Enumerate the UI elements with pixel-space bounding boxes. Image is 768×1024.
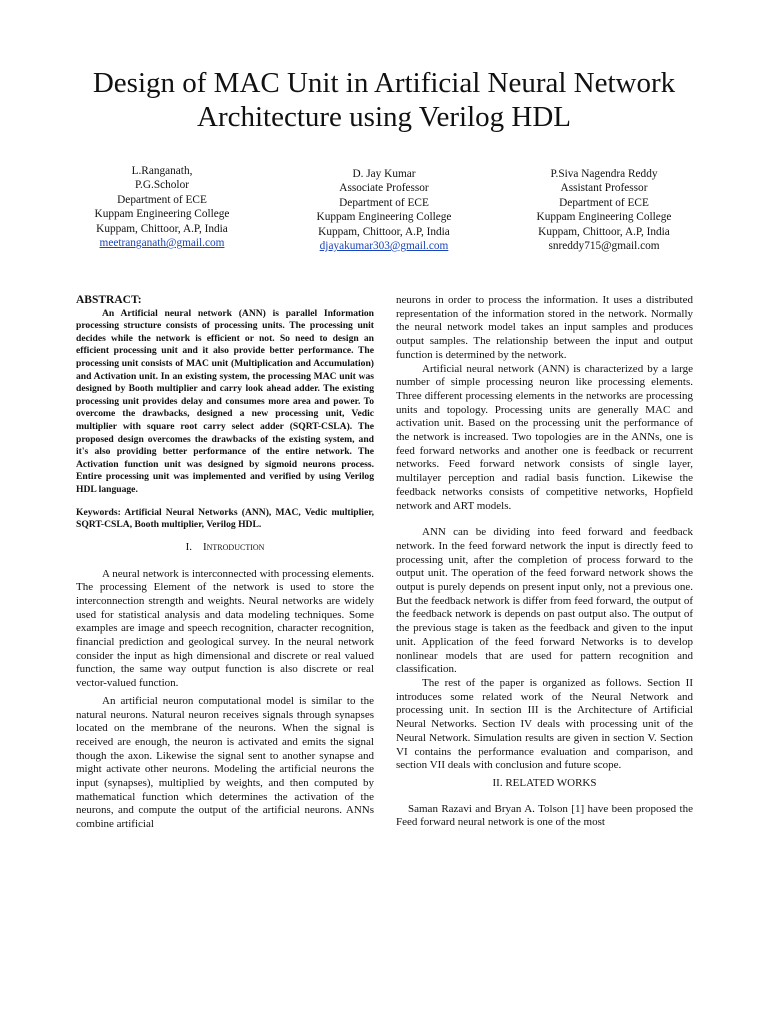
author-1-position: P.G.Scholor (135, 179, 189, 192)
author-1-name: L.Ranganath, (131, 165, 193, 177)
section-number: I. (185, 540, 192, 553)
intro-paragraph-2: An artificial neuron computational model is similar to the natural neurons. Natural neuron receives signals through synapses located on the membrane of the neurons. When the signal is received are enough, the neuron is activated and emits the signal though the axon. Likewise the signal sent to another synapse and might activate other neurons. Modeling the artificial neurons the input (synapses), multiplied by weights, and then computed by mathematical function which determines the activation of the neurons, and compute the output of the artificial neurons. ANNs combine artificial (76, 694, 374, 831)
right-paragraph-4: The rest of the paper is organized as follows. Section II introduces some related work of the Neural Network and processing unit. In section III is the Architecture of Artificial Neural Networks. Section IV deals with processing unit of the Neural Network. Simulation results are given in section V. Section VI contains the performance evaluation and comparison, and section VII deals with conclusion and future scope. (396, 676, 693, 772)
author-3-department: Department of ECE (559, 196, 649, 209)
author-2-department: Department of ECE (339, 196, 429, 209)
right-column (396, 294, 693, 830)
related-works-paragraph: Saman Razavi and Bryan A. Tolson [1] have been proposed the Feed forward neural network is one of the most (396, 802, 693, 829)
intro-paragraph-1: A neural network is interconnected with processing elements. The processing Element of the network is used to store the interconnection strength and weights. Neural networks are widely used for statistical analysis and data modeling techniques. Some examples are image and speech recognition, character recognition, financial prediction and geological survey. In the neural network consider the input as high dimensional and discrete or real valued function, the same way output function is also discrete or real vector-valued function. (76, 567, 374, 690)
author-block-3 (504, 167, 704, 253)
author-3-location: Kuppam, Chittoor, A.P, India (538, 225, 670, 238)
left-column (76, 294, 374, 832)
section-heading-related-works: II. RELATED WORKS (492, 776, 597, 789)
author-2-name: D. Jay Kumar (352, 168, 416, 180)
author-2-location: Kuppam, Chittoor, A.P, India (318, 225, 450, 238)
author-1-department: Department of ECE (117, 193, 207, 206)
abstract-heading: ABSTRACT: (76, 294, 142, 306)
keywords: Keywords: Artificial Neural Networks (ANN), MAC, Vedic multiplier, SQRT-CSLA, Booth multiplier, Verilog HDL. (76, 506, 374, 531)
author-3-name: P.Siva Nagendra Reddy (550, 168, 658, 180)
paper-title (20, 66, 748, 134)
author-2-position: Associate Professor (339, 182, 429, 195)
right-paragraph-3: ANN can be dividing into feed forward and feedback network. In the feed forward network the input is directly feed to processing unit, after the completion of process forward to the output unit. The operation of the feed forward network shows the output is purely depends on present input only, not a previous one. But the feedback network is differ from feed forward, the output of the feedback network is depends on past output also. The output of the previous stage is taken as the feedback and given to the input unit. Application of the feed forward Networks is to develop nonlinear models that are used for pattern recognition and classification. (396, 526, 693, 676)
author-2-college: Kuppam Engineering College (316, 211, 452, 224)
author-3-position: Assistant Professor (560, 182, 648, 195)
right-paragraph-2: Artificial neural network (ANN) is characterized by a large number of simple processing neuron like processing elements. Three different processing elements in the networks are processing units and topology. Processing units are generally MAC and activation unit. Based on the processing unit the performance of the network is increased. Two topologies are in the ANNs, one is feed forward networks and another one is feedback or recurrent networks. Feed forward network consists of single layer, multilayer perception and radial basis function. Likewise the feedback networks consists of competitive networks, Hopfield network and ART models. (396, 362, 693, 512)
section-heading-introduction (76, 541, 374, 555)
author-3-college: Kuppam Engineering College (536, 211, 672, 224)
abstract-text: An Artificial neural network (ANN) is parallel Information processing structure consists of processing units. The processing unit decides while the network is efficient or not. So need to design an efficient processing unit and it also provide better performance. The processing unit consists of MAC unit (Multiplication and Accumulation) and Activation unit. In an existing system, the processing MAC unit was designed by Booth multiplier and carry look ahead adder. The existing processing unit provides delay and consumes more area and power. To overcome the drawbacks, designed a new processing unit, Vedic multiplier with square root carry select adder (SQRT-CSLA). The proposed design overcomes the drawbacks of the existing system, and it's also providing better performance of the entire network. The Activation function unit was designed by sigmoid neurons process. Entire processing unit was implemented and verified by using Verilog HDL language. (76, 307, 374, 496)
title-line-1: Design of MAC Unit in Artificial Neural Network (92, 67, 676, 99)
author-block-2 (284, 167, 484, 253)
right-paragraph-1: neurons in order to process the information. It uses a distributed representation of the information stored in the network. Normally the neural network model takes an input samples and produces output samples. The relationship between the input and output function is determined by the network. (396, 294, 693, 361)
author-1-location: Kuppam, Chittoor, A.P, India (96, 222, 228, 235)
author-1-email-link[interactable]: meetranganath@gmail.com (99, 237, 225, 250)
author-2-email-link[interactable]: djayakumar303@gmail.com (319, 240, 449, 253)
author-3-email: snreddy715@gmail.com (548, 240, 660, 253)
title-line-2: Architecture using Verilog HDL (197, 101, 571, 133)
author-block-1 (62, 164, 262, 250)
author-1-college: Kuppam Engineering College (94, 208, 230, 221)
section-title: Introduction (202, 540, 265, 553)
